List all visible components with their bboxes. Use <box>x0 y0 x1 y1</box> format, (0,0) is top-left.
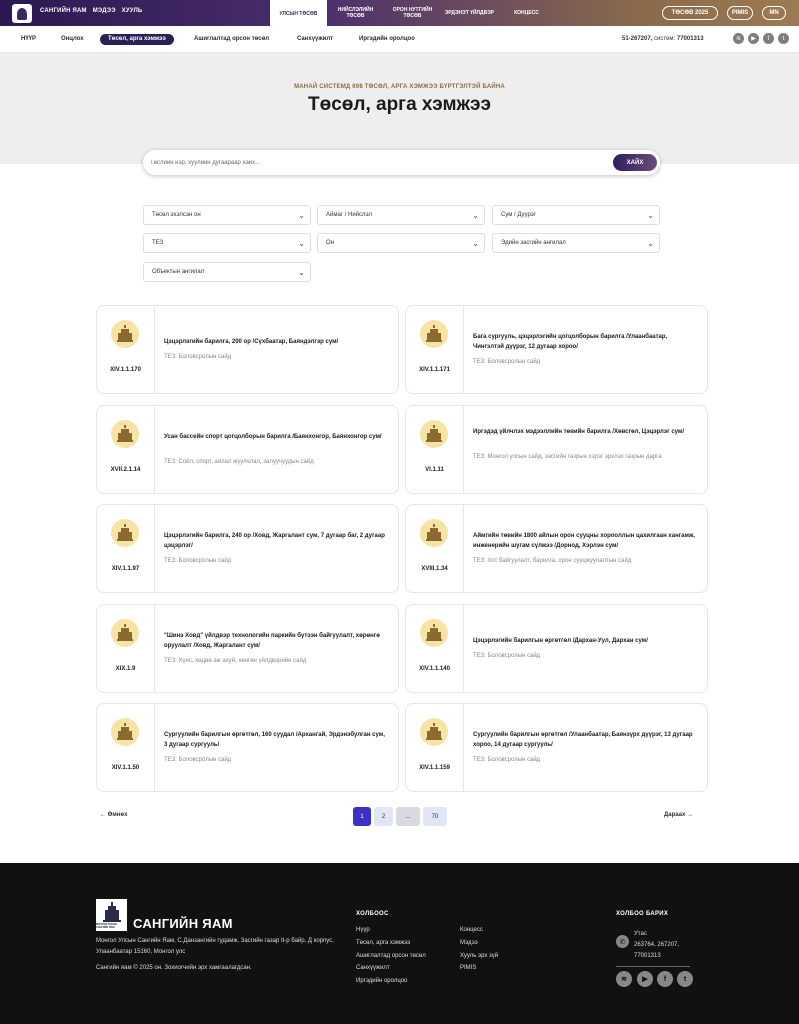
project-code: VI.1.11 <box>425 467 444 473</box>
phone-numbers: 263764, 267207, 77001313 <box>634 942 680 959</box>
filter-economic-class[interactable] <box>492 233 660 253</box>
project-code: XIV.1.1.159 <box>419 765 450 771</box>
project-tez: ТЕЗ: Боловсролын сайд <box>164 558 232 564</box>
project-code: XIV.1.1.140 <box>419 666 450 672</box>
project-card[interactable] <box>96 504 399 593</box>
soundcloud-icon[interactable]: ≋ <box>733 33 744 44</box>
footer-link-news[interactable]: Мэдээ <box>460 940 478 946</box>
contact-label: систем: <box>652 36 677 42</box>
chevron-down-icon: ⌄ <box>647 239 654 248</box>
filter-label: Аймаг / Нийслэл <box>326 212 372 218</box>
project-card[interactable] <box>405 305 708 394</box>
budget-2025-button[interactable]: ТӨСӨВ 2025 <box>662 6 718 20</box>
page-70-button[interactable]: 70 <box>423 807 447 826</box>
project-title[interactable]: Аймгийн төвийн 1800 айлын орон сууцны хорооллын цахилгаан хангамж, инженерийн шугам сүлжээ /Дорнод, Хэрлэн сум/ <box>473 533 695 549</box>
youtube-icon[interactable]: ▶ <box>637 971 653 987</box>
page-2-button[interactable]: 2 <box>374 807 393 826</box>
logo-caption: МОНГОЛ УЛСЫН САНГИЙН ЯАМ <box>96 922 117 929</box>
search-button[interactable]: ХАЙХ <box>613 154 657 171</box>
filter-label: Төсөл эхэлсэн он <box>152 212 201 218</box>
project-tez: ТЕЗ: Монгол улсын сайд, засгийн газрын хэрэг эрхлэх газрын дарга <box>473 454 662 460</box>
subnav-home[interactable]: НҮҮР <box>21 36 37 42</box>
subnav-projects[interactable]: Төсөл, арга хэмжээ <box>100 34 174 45</box>
footer-link-financing[interactable]: Санхүүжилт <box>356 965 390 971</box>
prev-label: Өмнөх <box>107 812 128 818</box>
footer-phone <box>634 929 704 962</box>
card-divider <box>463 505 464 592</box>
tab-erdenet[interactable]: ЭРДЭНЭТ ҮЙЛДВЭР <box>444 10 495 16</box>
chevron-down-icon: ⌄ <box>298 211 305 220</box>
filter-province[interactable] <box>317 205 485 225</box>
contact-system: 77001313 <box>676 36 704 42</box>
top-bar <box>0 0 799 26</box>
chevron-down-icon: ⌄ <box>298 239 305 248</box>
project-tez: ТЕЗ: Хот байгуулалт, барилга, орон сууцжуулалтын сайд <box>473 558 632 564</box>
project-card[interactable] <box>405 604 708 693</box>
card-divider <box>463 704 464 791</box>
project-card[interactable] <box>96 305 399 394</box>
filter-year[interactable] <box>317 233 485 253</box>
project-code: XIX.1.9 <box>115 666 136 672</box>
project-title[interactable]: Цэцэрлэгийн барилгын өргөтгөл /Дархан-Уул, Дархан сум/ <box>473 638 648 644</box>
project-title[interactable]: Сургуулийн барилгын өргөтгөл, 160 суудал /Архангай, Эрдэнэбулган сум, 3 дугаар сургууль/ <box>164 732 385 748</box>
footer-link-projects[interactable]: Төсөл, арга хэмжээ <box>356 940 411 946</box>
page-1-button[interactable]: 1 <box>353 807 371 826</box>
facebook-icon[interactable]: f <box>657 971 673 987</box>
filter-label: ТЕЗ <box>152 240 164 246</box>
footer <box>0 863 799 1024</box>
project-tez: ТЕЗ: Боловсролын сайд <box>164 354 232 360</box>
next-label: Дараах <box>664 812 686 818</box>
next-page-link[interactable]: Дараах → <box>664 812 693 818</box>
phone-label: Утас <box>634 931 647 937</box>
project-card[interactable] <box>96 405 399 494</box>
search-bar <box>143 150 660 175</box>
location-pin-icon <box>420 718 448 746</box>
facebook-icon[interactable]: f <box>763 33 774 44</box>
chevron-down-icon: ⌄ <box>647 211 654 220</box>
subnav-commissioned[interactable]: Ашиглалтад орсон төсөл <box>194 36 270 42</box>
footer-link-law[interactable]: Хууль эрх зүй <box>460 953 499 959</box>
project-title[interactable]: Усан бассейн спорт цогцолборын барилга /Баянхонгор, Баянхонгор сум/ <box>164 434 382 440</box>
footer-address: Монгол Улсын Сангийн Яам, С.Данзангийн гудамж, Засгийн газар II-р байр, Д корпус, Улаанбаатар 15160, Монгол улс <box>96 938 334 955</box>
project-title[interactable]: Цэцэрлэгийн барилга, 200 ор /Сүхбаатар, Баяндэлгэр сум/ <box>164 339 339 345</box>
project-title[interactable]: Цэцэрлэгийн барилга, 240 ор /Ховд, Жаргалант сум, 7 дугаар баг, 2 дугаар цэцэрлэг/ <box>164 533 385 549</box>
filter-label: Объектын ангилал <box>152 269 205 275</box>
card-divider <box>463 605 464 692</box>
project-title[interactable]: Бага сургууль, цэцэрлэгийн цогцолборын барилга /Улаанбаатар, Чингэлтэй дүүрэг, 12 дугаар хороо/ <box>473 334 668 350</box>
card-divider <box>154 605 155 692</box>
filter-label: Он <box>326 240 334 246</box>
top-nav-law[interactable]: ХУУЛЬ <box>121 8 143 14</box>
project-tez: ТЕЗ: Боловсролын сайд <box>164 757 232 763</box>
top-nav-ministry[interactable]: САНГИЙН ЯАМ <box>40 8 87 14</box>
filter-label: Сум / Дүүрэг <box>501 212 537 218</box>
subnav-featured[interactable]: Онцлох <box>61 36 84 42</box>
sub-nav <box>0 26 799 53</box>
project-title[interactable]: "Шинэ Ховд" үйлдвэр технологийн паркийн бүтээн байгуулалт, хөрөнгө оруулалт /Ховд, Жаргалант сум/ <box>164 633 380 649</box>
footer-link-concession[interactable]: Концесс <box>460 927 483 933</box>
card-divider <box>154 505 155 592</box>
chevron-down-icon: ⌄ <box>472 239 479 248</box>
footer-link-participation[interactable]: Иргэдийн оролцоо <box>356 978 408 984</box>
location-pin-icon <box>111 718 139 746</box>
filter-start-year[interactable] <box>143 205 311 225</box>
project-code: XIV.1.1.97 <box>111 566 140 572</box>
ministry-emblem-icon <box>103 902 121 922</box>
project-tez: ТЕЗ: Хүнс, хөдөө аж ахуй, хөнгөн үйлдвэрийн сайд <box>164 658 307 664</box>
tab-capital-budget[interactable]: НИЙСЛЭЛИЙН ТӨСӨВ <box>337 7 374 19</box>
subnav-participation[interactable]: Иргэдийн оролцоо <box>359 36 415 42</box>
footer-divider <box>616 966 690 967</box>
project-tez: ТЕЗ: Боловсролын сайд <box>473 359 541 365</box>
youtube-icon[interactable]: ▶ <box>748 33 759 44</box>
phone-icon: ✆ <box>616 935 629 948</box>
search-input[interactable] <box>150 156 570 169</box>
tab-local-budget[interactable]: ОРОН НУТГИЙН ТӨСӨВ <box>392 7 433 19</box>
logo-emblem-icon <box>17 8 27 20</box>
soundcloud-icon[interactable]: ≋ <box>616 971 632 987</box>
contact-heading: ХОЛБОО БАРИХ <box>616 911 669 917</box>
ministry-logo[interactable] <box>12 4 32 23</box>
project-code: XVIII.1.34 <box>421 566 448 572</box>
filter-tez[interactable] <box>143 233 311 253</box>
twitter-icon[interactable]: t <box>778 33 789 44</box>
links-heading: ХОЛБООС <box>356 911 389 917</box>
chevron-down-icon: ⌄ <box>298 268 305 277</box>
top-nav-news[interactable]: МЭДЭЭ <box>92 8 116 14</box>
project-card[interactable] <box>405 504 708 593</box>
language-button[interactable]: MN <box>762 6 786 20</box>
filter-district[interactable] <box>492 205 660 225</box>
subnav-financing[interactable]: Санхүүжилт <box>297 36 334 42</box>
tab-concession[interactable]: КОНЦЕСС <box>514 10 539 16</box>
tab-state-budget[interactable]: УЛСЫН ТӨСӨВ <box>270 0 327 27</box>
budget-tabs <box>270 0 555 26</box>
location-pin-icon <box>420 420 448 448</box>
filter-object-class[interactable] <box>143 262 311 282</box>
location-pin-icon <box>111 619 139 647</box>
project-code: XVII.2.1.14 <box>110 467 141 473</box>
location-pin-icon <box>111 320 139 348</box>
project-tez: ТЕЗ: Соёл, спорт, аялал жуулчлал, залуучуудын сайд <box>164 459 314 465</box>
project-tez: ТЕЗ: Боловсролын сайд <box>473 757 541 763</box>
project-tez: ТЕЗ: Боловсролын сайд <box>473 653 541 659</box>
twitter-icon[interactable]: t <box>677 971 693 987</box>
project-count-subtitle: МАНАЙ СИСТЕМД 698 ТӨСӨЛ, АРГА ХЭМЖЭЭ БҮРТГЭЛТЭЙ БАЙНА <box>294 84 505 90</box>
card-divider <box>154 306 155 393</box>
prev-page-link[interactable]: ← Өмнөх <box>100 812 128 818</box>
project-code: XIV.1.1.170 <box>110 367 141 373</box>
card-divider <box>154 704 155 791</box>
card-divider <box>463 306 464 393</box>
footer-link-home[interactable]: Нүүр <box>356 927 370 933</box>
header-contact <box>622 34 704 45</box>
pimis-button[interactable]: PIMIS <box>727 6 753 20</box>
contact-phone: 51-267207, <box>622 36 653 42</box>
footer-link-commissioned[interactable]: Ашиглалтад орсон төсөл <box>356 953 426 959</box>
page-title: Төсөл, арга хэмжээ <box>307 94 491 115</box>
project-card[interactable] <box>96 604 399 693</box>
footer-copyright: Сангийн яам © 2025 он. Зохиогчийн эрх хамгаалагдсан. <box>96 965 252 971</box>
project-title[interactable]: Иргэдэд үйлчлэх мэдээллийн төвийн барилга /Хөвсгөл, Цэцэрлэг сум/ <box>473 429 685 435</box>
card-divider <box>463 406 464 493</box>
location-pin-icon <box>111 420 139 448</box>
top-nav <box>40 8 142 14</box>
chevron-down-icon: ⌄ <box>472 211 479 220</box>
filter-label: Эдийн засгийн ангилал <box>501 240 566 246</box>
page-ellipsis: ... <box>396 807 420 826</box>
footer-link-pimis[interactable]: PIMIS <box>460 965 477 971</box>
project-code: XIV.1.1.171 <box>419 367 450 373</box>
project-card[interactable] <box>405 405 708 494</box>
card-divider <box>154 406 155 493</box>
footer-logo <box>96 899 127 931</box>
project-title[interactable]: Сургуулийн барилгын өргөтгөл /Улаанбаатар, Баянзүрх дүүрэг, 13 дугаар хороо, 14 дугаар сургууль/ <box>473 732 693 748</box>
project-card[interactable] <box>96 703 399 792</box>
location-pin-icon <box>420 619 448 647</box>
location-pin-icon <box>111 519 139 547</box>
location-pin-icon <box>420 320 448 348</box>
project-code: XIV.1.1.50 <box>111 765 140 771</box>
footer-brand: САНГИЙН ЯАМ <box>133 916 233 931</box>
location-pin-icon <box>420 519 448 547</box>
project-card[interactable] <box>405 703 708 792</box>
